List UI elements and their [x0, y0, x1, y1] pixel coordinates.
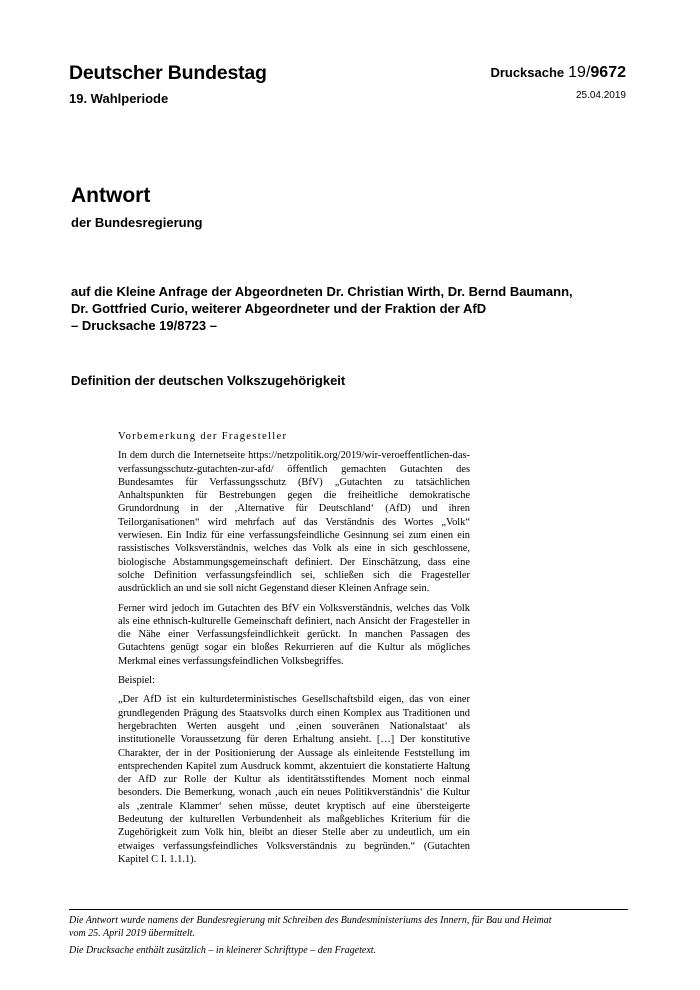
footer-line: Die Antwort wurde namens der Bundesregierung mit Schreiben des Bundesministeriums des Innern, für Bau und Heimat — [69, 915, 552, 926]
footer-line: vom 25. April 2019 übermittelt. — [69, 928, 195, 939]
preliminary-remarks — [118, 430, 470, 872]
inquiry-line: Dr. Gottfried Curio, weiterer Abgeordneter und der Fraktion der AfD — [71, 301, 487, 316]
institution-name: Deutscher Bundestag — [69, 62, 267, 84]
subject-title: Definition der deutschen Volkszugehörigkeit — [71, 373, 346, 388]
document-date: 25.04.2019 — [575, 90, 626, 101]
footer-note — [69, 914, 639, 957]
body-paragraph: Ferner wird jedoch im Gutachten des BfV ein Volksverständnis, welches das Volk als eine ethnisch-kulturelle Gemeinschaft definiert, nach Ansicht der Fragesteller in die Nähe einer Verfassungsfeindlichkeit gerückt. In manchen Passagen des Gutachtens genügt sogar ein bloßes Rekurrieren auf die Kultur als mögliches Merkmal eines verfassungsfeindlichen Volksbegriffes. — [118, 602, 470, 667]
quoted-passage: „Der AfD ist ein kulturdeterministisches Gesellschaftsbild eigen, das von einer grundlegenden Prägung des Staatsvolks durch einen Komplex aus Traditionen und hergebrachten Werten ausgeht und ‚einen souveränen Nationalstaat‘ als institutionelle Voraussetzung für deren Erhaltung ansieht. […] Der konstitutive Charakter, der in der Positionierung der Aussage als einleitende Feststellung im entsprechenden Kapitel zum Ausdruck kommt, akzentuiert die konstatierte Haltung der AfD zur Rolle der Kultur als identitätsstiftendes Moment noch einmal besonders. Die Bemerkung, wonach ‚auch ein neues Politikverständnis‘ die Kultur als ‚zentrale Klammer‘ sehen müsse, deutet kryptisch auf eine übersteigerte Bedeutung der kulturellen Verbundenheit als maßgebliches Kriterium für die Zugehörigkeit zum Volk hin, bleibt an dieser Stelle aber zu undeutlich, um ein etwaiges verfassungsfeindliches Volksverständnis zu begründen.“ (Gutachten Kapitel C I. 1.1.1). — [118, 694, 470, 865]
document-header — [69, 62, 267, 106]
document-reference — [490, 64, 626, 101]
footer-divider — [69, 909, 628, 910]
drucksache-label: Drucksache — [490, 65, 565, 80]
answer-heading — [71, 184, 202, 230]
footer-line: Die Drucksache enthält zusätzlich – in kleinerer Schrifttype – den Fragetext. — [69, 945, 377, 956]
answer-subtitle: der Bundesregierung — [71, 215, 203, 230]
drucksache-line — [490, 64, 626, 82]
legislative-period: 19. Wahlperiode — [69, 91, 169, 106]
drucksache-number: 9672 — [590, 64, 626, 81]
preliminary-heading: Vorbemerkung der Fragesteller — [118, 431, 288, 442]
body-paragraph: Beispiel: — [118, 675, 155, 687]
answer-title: Antwort — [71, 184, 151, 207]
inquiry-line: – Drucksache 19/8723 – — [71, 318, 217, 333]
inquiry-line: auf die Kleine Anfrage der Abgeordneten Dr. Christian Wirth, Dr. Bernd Baumann, — [71, 284, 573, 299]
body-paragraph: In dem durch die Internetseite https://netzpolitik.org/2019/wir-veroeffentlichen-das-verfassungsschutz-gutachten-zur-afd/ öffentlich gemachten Gutachten des Bundesamtes für Verfassungsschutz (BfV) „Gutachten zu tatsächlichen Anhaltspunkten für Bestrebungen gegen die freiheitliche demokratische Grundordnung in der ‚Alternative für Deutschland‘ (AfD) und ihren Teilorganisationen“ wird mehrfach auf das Verständnis des Wortes „Volk“ verwiesen. Ein Indiz für eine verfassungsfeindliche Gesinnung sei zum einen ein rassistisches Volksverständnis, welches das Volk als eine in sich geschlossene, biologische Abstammungsgemeinschaft definiert. Der Einschätzung, dass eine solche Definition verfassungsfeindlich sei, schließen sich die Fragesteller ausdrücklich an und sie soll nicht Gegenstand dieser Kleinen Anfrage sein. — [118, 450, 470, 595]
inquiry-reference — [71, 283, 641, 334]
drucksache-prefix: 19/ — [568, 64, 591, 81]
